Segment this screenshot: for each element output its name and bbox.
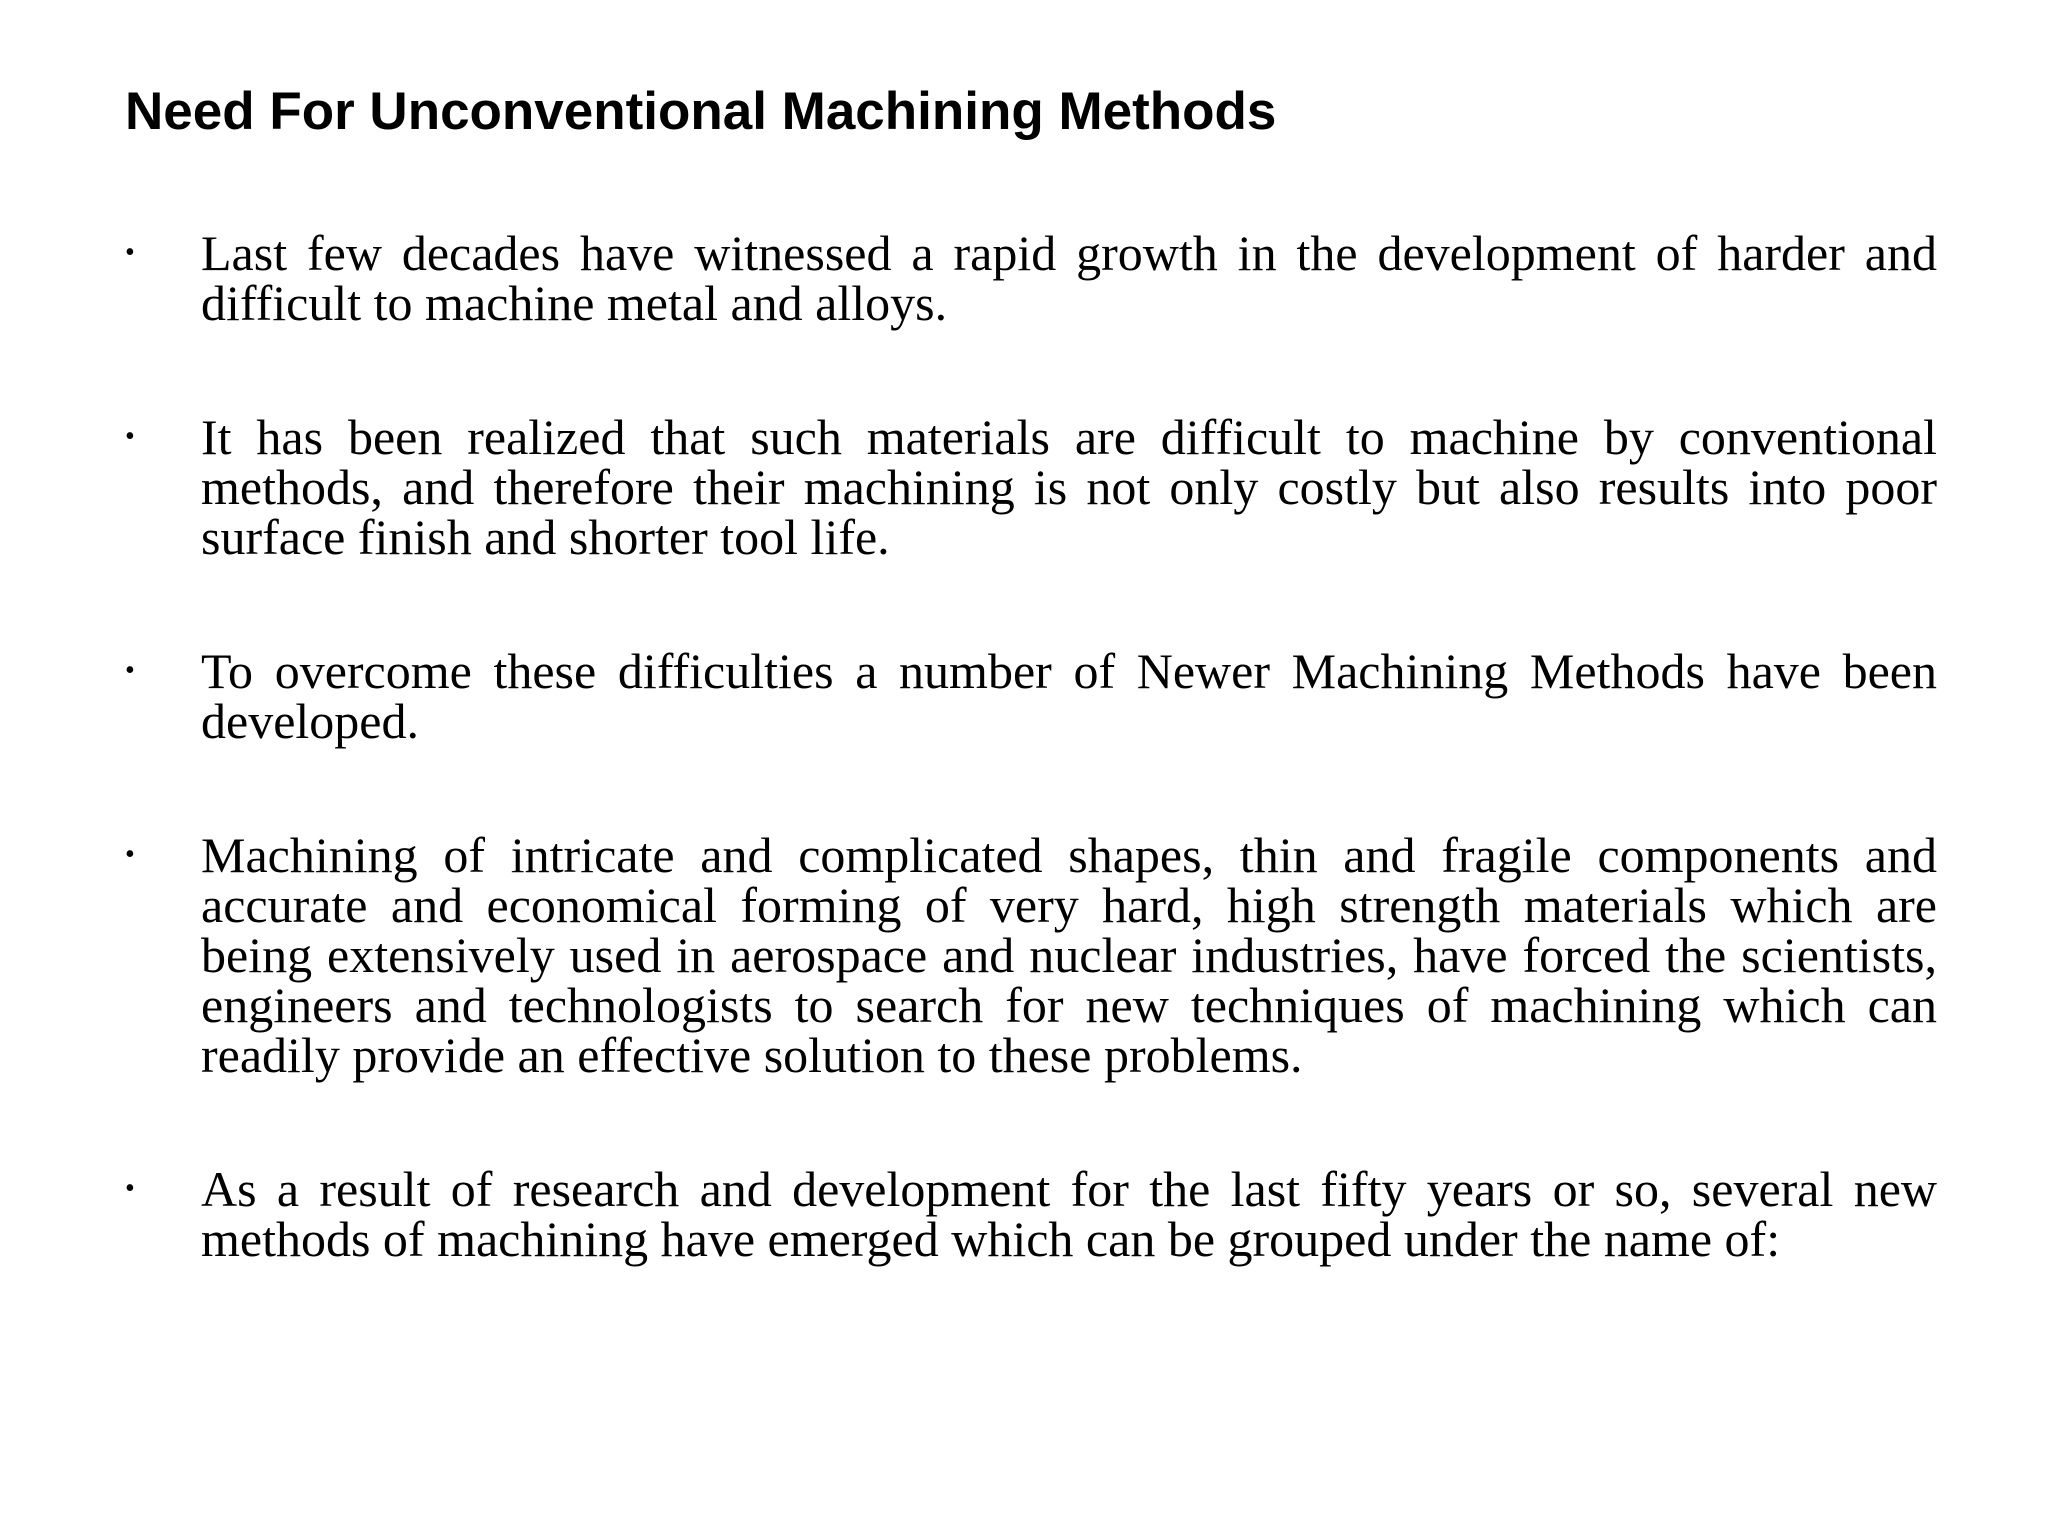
bullet-item: [125, 827, 1937, 1083]
bullet-text: As a result of research and development for the last fifty years or so, several new methods of machining have emerged which can be grouped under the name of:: [201, 1161, 1937, 1267]
bullet-text: To overcome these difficulties a number of Newer Machining Methods have been developed.: [201, 643, 1937, 749]
bullet-item: [125, 1161, 1937, 1267]
bullet-text: It has been realized that such materials are difficult to machine by conventional methods, and therefore their machining is not only costly but also results into poor surface finish and shorter tool life.: [201, 409, 1937, 565]
bullet-item: [125, 643, 1937, 749]
bullet-dot-icon: •: [125, 839, 135, 870]
bullet-dot-icon: •: [125, 1173, 135, 1204]
bullet-list: [125, 225, 1937, 1267]
slide-title: Need For Unconventional Machining Methods: [125, 82, 1277, 141]
bullet-dot-icon: •: [125, 421, 135, 452]
bullet-dot-icon: •: [125, 655, 135, 686]
bullet-dot-icon: •: [125, 237, 135, 268]
bullet-item: [125, 409, 1937, 565]
bullet-item: [125, 225, 1937, 331]
bullet-text: Last few decades have witnessed a rapid growth in the development of harder and difficult to machine metal and alloys.: [201, 225, 1937, 331]
bullet-text: Machining of intricate and complicated shapes, thin and fragile components and accurate and economical forming of very hard, high strength materials which are being extensively used in aerospace and nuclear industries, have forced the scientists, engineers and technologists to search for new techniques of machining which can readily provide an effective solution to these problems.: [201, 827, 1937, 1083]
